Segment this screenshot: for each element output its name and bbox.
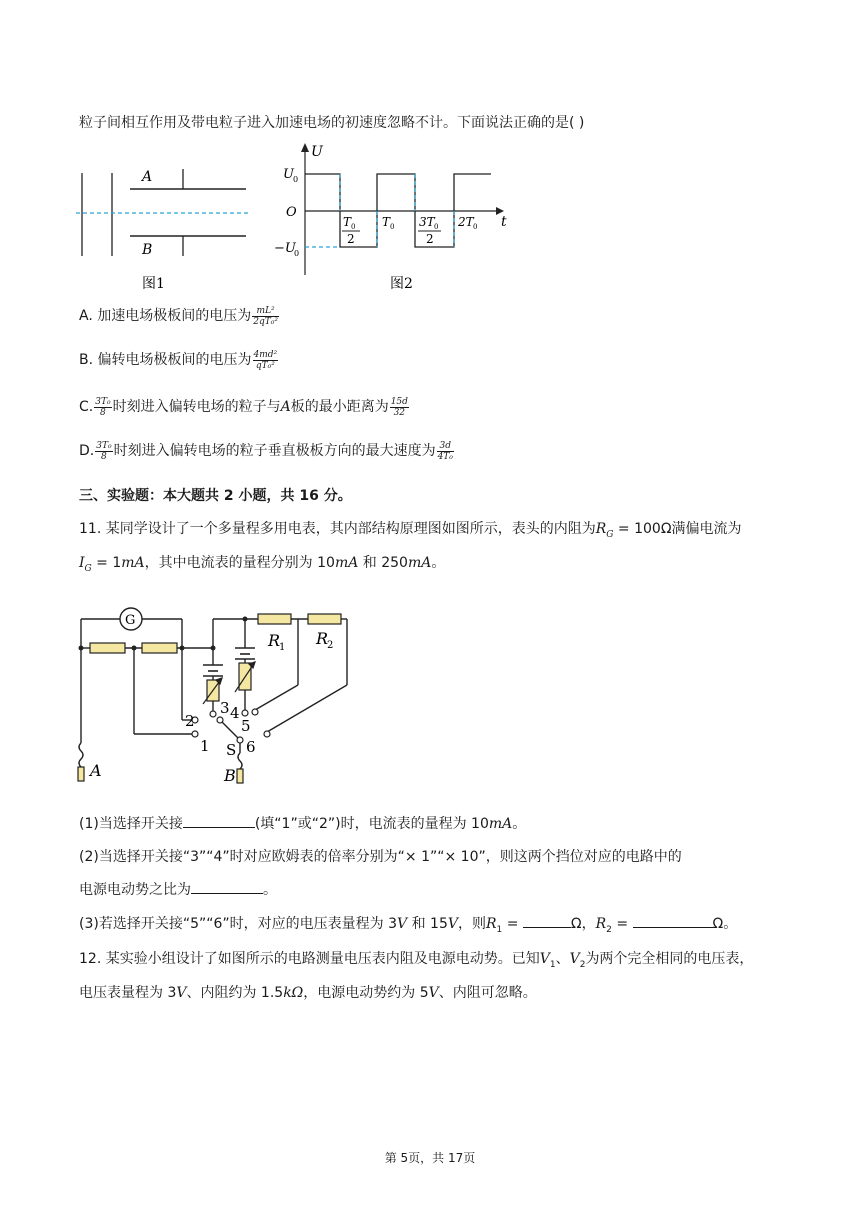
- probe-b-label: B: [224, 766, 236, 785]
- switch-s-label: S: [226, 741, 237, 759]
- t0-sub: 0: [390, 223, 395, 231]
- q11-sub2-line1: (2)当选择开关接“3”“4”时对应欧姆表的倍率分别为“× 1”“× 10”，则这两个挡位对应的电路中的: [79, 849, 682, 865]
- option-b-fraction: $\frac{\text{4md²}}{\text{qT₀²}}$: [253, 349, 278, 371]
- r1-label: R: [268, 631, 281, 650]
- fig1-diagram: [76, 169, 248, 292]
- r2-sub: 2: [327, 640, 334, 651]
- r1-sub: 1: [279, 642, 286, 653]
- u0-label: U: [283, 167, 294, 182]
- t0-label: T: [382, 215, 391, 229]
- three-t0-half-den: 2: [426, 232, 434, 246]
- resistor-left: [90, 643, 125, 653]
- blank-sub2[interactable]: [191, 879, 263, 894]
- probe-a-label: A: [90, 761, 102, 780]
- q11-line2: $I_G = 1mA$，其中电流表的量程分别为 10mA 和 250mA。: [79, 555, 446, 574]
- fig2-diagram: [274, 143, 507, 292]
- t0-half-num: T: [343, 215, 352, 229]
- figures-1-2: [70, 140, 520, 295]
- terminal-4-label: 4: [230, 704, 240, 722]
- option-c-text: 时刻进入偏转电场的粒子与: [112, 399, 281, 415]
- two-t0-label: 2T: [458, 215, 474, 229]
- option-c-fraction: $\frac{15d}{32}$: [390, 396, 408, 418]
- plate-a-label: A: [142, 169, 153, 185]
- origin-label: O: [286, 205, 297, 220]
- option-c-time-fraction: $\frac{\text{3T₀}}{8}$: [95, 396, 111, 418]
- terminal-2-label: 2: [185, 712, 195, 730]
- two-t0-sub: 0: [473, 223, 478, 231]
- intro-line: 粒子间相互作用及带电粒子进入加速电场的初速度忽略不计。下面说法正确的是( ): [79, 115, 585, 131]
- option-c-label: C.: [79, 399, 94, 415]
- q12-line1: 12. 某实验小组设计了如图所示的电路测量电压表内阻及电源电动势。已知$V_1$、$V_2$为两个完全相同的电压表，: [79, 951, 754, 970]
- fig1-caption: 图1: [142, 276, 165, 292]
- t-axis-label: t: [501, 214, 507, 230]
- r2-label: R: [316, 629, 329, 648]
- multimeter-circuit: [70, 600, 370, 800]
- three-t0-half-num: 3T: [419, 215, 435, 229]
- three-t0-half-num-sub: 0: [434, 223, 439, 231]
- terminal-5-label: 5: [241, 717, 251, 735]
- fig2-caption: 图2: [390, 276, 413, 292]
- option-c[interactable]: [79, 396, 410, 418]
- t0-half-num-sub: 0: [351, 223, 356, 231]
- blank-r1[interactable]: [523, 913, 571, 928]
- option-b[interactable]: [79, 349, 279, 371]
- page-footer: 第 5页，共 17页: [384, 1151, 476, 1165]
- probe-b: [237, 769, 243, 783]
- probe-a: [78, 767, 84, 781]
- option-c-tail: 板的最小距离为: [290, 399, 389, 415]
- neg-u0-label: −U: [274, 241, 296, 256]
- resistor-r2: [308, 614, 341, 624]
- q12-line2: 电压表量程为 3V、内阻约为 1.5kΩ，电源电动势约为 5V、内阻可忽略。: [79, 985, 537, 1001]
- option-a[interactable]: [79, 305, 280, 327]
- terminal-3-label: 3: [220, 699, 230, 717]
- t0-half-den: 2: [347, 232, 355, 246]
- section-heading: 三、实验题：本大题共 2 小题，共 16 分。: [79, 488, 352, 504]
- q11-sub1: (1)当选择开关接 (填“1”或“2”)时，电流表的量程为 10mA。: [79, 813, 526, 833]
- plate-b-label: B: [142, 242, 153, 258]
- option-d[interactable]: [79, 440, 455, 462]
- option-d-fraction: $\frac{3d}{\text{4T₀}}$: [437, 440, 453, 462]
- option-b-text: B. 偏转电场极板间的电压为: [79, 352, 252, 368]
- resistor-middle: [142, 643, 177, 653]
- q11-sub3: (3)若选择开关接“5”“6”时，对应的电压表量程为 3V 和 15V，则$R_1 = \Omega$，$R_2 = \Omega$。: [79, 913, 737, 935]
- option-d-text: 时刻进入偏转电场的粒子垂直极板方向的最大速度为: [113, 443, 436, 459]
- q11-sub2-line2: 电源电动势之比为 。: [79, 879, 277, 899]
- option-d-label: D.: [79, 443, 95, 459]
- option-d-time-fraction: $\frac{\text{3T₀}}{8}$: [96, 440, 112, 462]
- blank-sub1[interactable]: [183, 813, 255, 828]
- option-a-text: A. 加速电场极板间的电压为: [79, 308, 252, 324]
- q11-line1: 11. 某同学设计了一个多量程多用电表，其内部结构原理图如图所示，表头的内阻为$R_G = 100\Omega$满偏电流为: [79, 521, 742, 540]
- u0-sub: 0: [293, 175, 299, 184]
- neg-u0-sub: 0: [294, 249, 300, 258]
- option-c-plate: A: [280, 399, 291, 415]
- terminal-6-label: 6: [246, 738, 256, 756]
- option-a-fraction: $\frac{\text{mL²}}{\text{2qT₀²}}$: [253, 305, 278, 327]
- resistor-r1: [258, 614, 291, 624]
- blank-r2[interactable]: [633, 913, 713, 928]
- terminal-1-label: 1: [200, 737, 210, 755]
- galvanometer-label: G: [125, 613, 136, 628]
- axis-u-label: U: [311, 144, 323, 160]
